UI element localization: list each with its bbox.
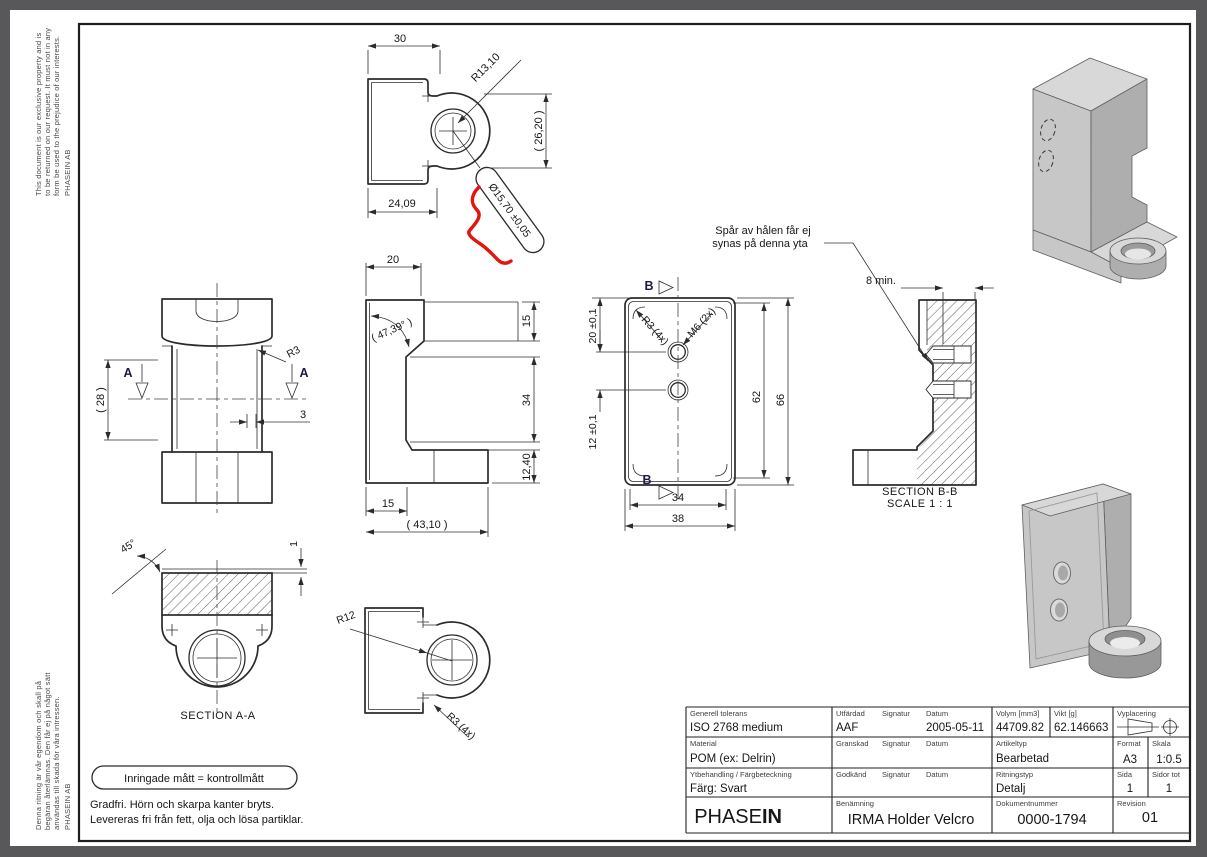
field-label: Signatur (882, 709, 910, 718)
property-line: to be returned on our request. It must not in any (43, 27, 52, 196)
field-label: Utfärdad (836, 709, 865, 718)
field-label: Skala (1152, 739, 1171, 748)
property-line: begäran återlämnas. Den får ej på något sätt (43, 672, 52, 830)
logo-regular: PHASE (694, 806, 762, 828)
dim-inner: 24,09 (388, 198, 416, 210)
field-label: Datum (926, 709, 949, 718)
field-label: Godkänd (836, 770, 867, 779)
screw-hole-section (926, 346, 971, 363)
field-label: Dokumentnummer (996, 799, 1058, 808)
annotation-line: Spår av hålen får ej (715, 225, 811, 237)
part-title: IRMA Holder Velcro (847, 812, 975, 828)
field-label: Generell tolerans (690, 709, 748, 718)
dim-radius: R13,10 (469, 51, 503, 85)
property-line: användas till skada för våra intressen. (52, 696, 61, 830)
drawing-type: Detalj (996, 783, 1026, 795)
revision-value: 01 (1141, 810, 1159, 826)
dim-bottom: 15 (381, 498, 395, 510)
article-type: Bearbetad (996, 753, 1050, 765)
dim-radius: R3 (4x) (638, 313, 671, 348)
dim-hole1: 20 ±0,1 (587, 308, 599, 344)
dim-outer-w: 38 (671, 513, 685, 525)
format-value: A3 (1122, 754, 1138, 766)
dim-top: 20 (386, 254, 400, 266)
dim-outer-h: 66 (775, 393, 787, 407)
dim-inner-w: 34 (671, 492, 685, 504)
dim-mid: 34 (521, 393, 533, 407)
field-label: Signatur (882, 770, 910, 779)
note-line: Levereras fri från fett, olja och lösa partiklar. (90, 814, 304, 826)
section-scale: SCALE 1 : 1 (886, 498, 954, 510)
property-line: This document is our exclusive property and is (34, 32, 43, 196)
field-label: Vyplacering (1117, 709, 1156, 718)
control-dim-legend: Inringade mått = kontrollmått (124, 773, 264, 785)
scale-value: 1:0.5 (1156, 754, 1182, 766)
dim-foot: 12,40 (521, 453, 533, 481)
dim-angle-ref: ( 47,39° ) (369, 315, 415, 345)
field-label: Datum (926, 770, 949, 779)
volume-value: 44709.82 (996, 722, 1044, 734)
company-name: PHASEIN AB (63, 783, 72, 830)
dim-wall: 3 (300, 409, 307, 421)
issued-date: 2005-05-11 (926, 722, 984, 734)
section-letter: A (299, 366, 309, 380)
page-value: 1 (1126, 783, 1134, 795)
dim-radius-big: R12 (334, 608, 358, 627)
dim-flange: 15 (521, 314, 533, 328)
logo-bold: IN (762, 806, 782, 828)
property-line: Denna ritning är vår egendom och skall på (34, 680, 43, 830)
field-label: Ritningstyp (996, 770, 1034, 779)
field-label: Sida (1117, 770, 1133, 779)
section-title: SECTION A-A (180, 710, 256, 722)
material-value: POM (ex: Delrin) (690, 753, 776, 765)
dim-radius-small: R3 (4x) (443, 710, 478, 743)
field-label: Datum (926, 739, 949, 748)
pages-total-value: 1 (1165, 783, 1173, 795)
field-label: Benämning (836, 799, 874, 808)
dim-width: 30 (393, 33, 407, 45)
field-label: Artikeltyp (996, 739, 1027, 748)
section-letter: B (644, 279, 654, 293)
section-title: SECTION B-B (882, 486, 958, 498)
section-letter: A (123, 366, 133, 380)
general-tolerance: ISO 2768 medium (690, 722, 783, 734)
dim-angle: 45° (118, 537, 139, 556)
document-number: 0000-1794 (1017, 812, 1087, 828)
field-label: Volym [mm3] (996, 709, 1040, 718)
field-label: Revision (1117, 799, 1146, 808)
screw-hole-section (926, 381, 971, 398)
property-line: form be used to the prejudice of our interests. (52, 35, 61, 196)
annotation-line: synas på denna yta (712, 238, 808, 250)
field-label: Ytbehandling / Färgbeteckning (690, 770, 792, 779)
dim-height-ref: ( 28 ) (95, 387, 107, 413)
dim-hole2: 12 ±0,1 (587, 414, 599, 450)
company-name: PHASEIN AB (63, 149, 72, 196)
dim-control: Ø15,70 ±0,05 (485, 181, 533, 240)
weight-value: 62.146663 (1054, 722, 1109, 734)
dim-radius: R3 (284, 343, 303, 361)
dim-min: 8 min. (866, 275, 896, 287)
field-label: Format (1117, 739, 1141, 748)
finish-value: Färg: Svart (690, 783, 747, 795)
dim-edge: 1 (288, 541, 300, 547)
company-logo (694, 806, 782, 828)
note-line: Gradfri. Hörn och skarpa kanter bryts. (90, 799, 275, 811)
field-label: Vikt [g] (1054, 709, 1077, 718)
field-label: Signatur (882, 739, 910, 748)
dim-inner-h: 62 (751, 390, 763, 404)
dim-thread: M6 (2x) (685, 305, 719, 341)
field-label: Sidor tot (1152, 770, 1180, 779)
dim-bottom-ref: ( 43,10 ) (406, 519, 448, 531)
field-label: Material (690, 739, 717, 748)
issued-by: AAF (836, 722, 859, 734)
section-letter: B (642, 473, 652, 487)
dim-depth-ref: ( 26,20 ) (533, 110, 545, 152)
field-label: Granskad (836, 739, 869, 748)
